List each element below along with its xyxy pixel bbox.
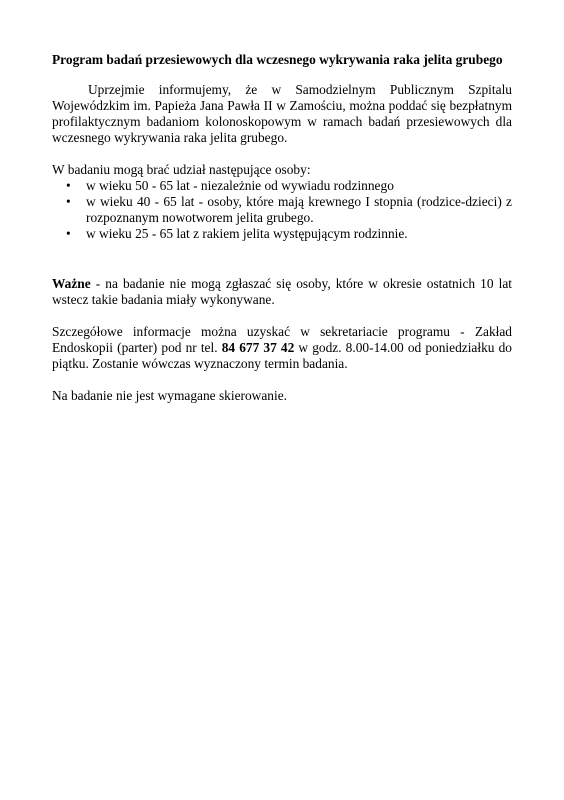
contact-text-before: Szczegółowe informacje można uzyskać w sekretariacie programu - Zakład Endoskopii (parter) pod nr tel.	[52, 324, 512, 355]
important-paragraph	[52, 276, 512, 308]
contact-phone: 84 677 37 42	[221, 340, 295, 355]
spacer	[52, 146, 512, 162]
important-text: - na badanie nie mogą zgłaszać się osoby, które w okresie ostatnich 10 lat wstecz takie badania miały wykonywane.	[52, 276, 512, 307]
list-item	[52, 178, 512, 194]
list-item-text: w wieku 40 - 65 lat - osoby, które mają krewnego I stopnia (rodzice-dzieci) z rozpoznanym nowotworem jelita grubego.	[86, 194, 512, 225]
spacer	[52, 242, 512, 276]
eligibility-list	[52, 178, 512, 242]
bullet-icon: •	[66, 194, 71, 209]
list-item-text: w wieku 25 - 65 lat z rakiem jelita występującym rodzinnie.	[86, 226, 408, 241]
document-title: Program badań przesiewowych dla wczesnego wykrywania raka jelita grubego	[52, 52, 503, 67]
intro-paragraph: Uprzejmie informujemy, że w Samodzielnym Publicznym Szpitalu Wojewódzkim im. Papieża Jana Pawła II w Zamościu, można poddać się bezpłatnym profilaktycznym badaniom kolonoskopowym w ramach badań przesiewowych dla wczesnego wykrywania raka jelita grubego.	[52, 82, 512, 145]
spacer	[52, 372, 512, 388]
list-item	[52, 226, 512, 242]
list-item	[52, 194, 512, 226]
bullet-icon: •	[66, 226, 71, 241]
important-label: Ważne	[52, 276, 91, 291]
contact-paragraph	[52, 324, 512, 372]
document-page	[52, 52, 512, 404]
referral-note: Na badanie nie jest wymagane skierowanie.	[52, 388, 287, 403]
eligibility-heading: W badaniu mogą brać udział następujące osoby:	[52, 162, 311, 177]
list-item-text: w wieku 50 - 65 lat - niezależnie od wywiadu rodzinnego	[86, 178, 394, 193]
contact-text-after: w godz. 8.00-14.00 od poniedziałku do piątku. Zostanie wówczas wyznaczony termin badania.	[52, 340, 512, 371]
bullet-icon: •	[66, 178, 71, 193]
spacer	[52, 308, 512, 324]
